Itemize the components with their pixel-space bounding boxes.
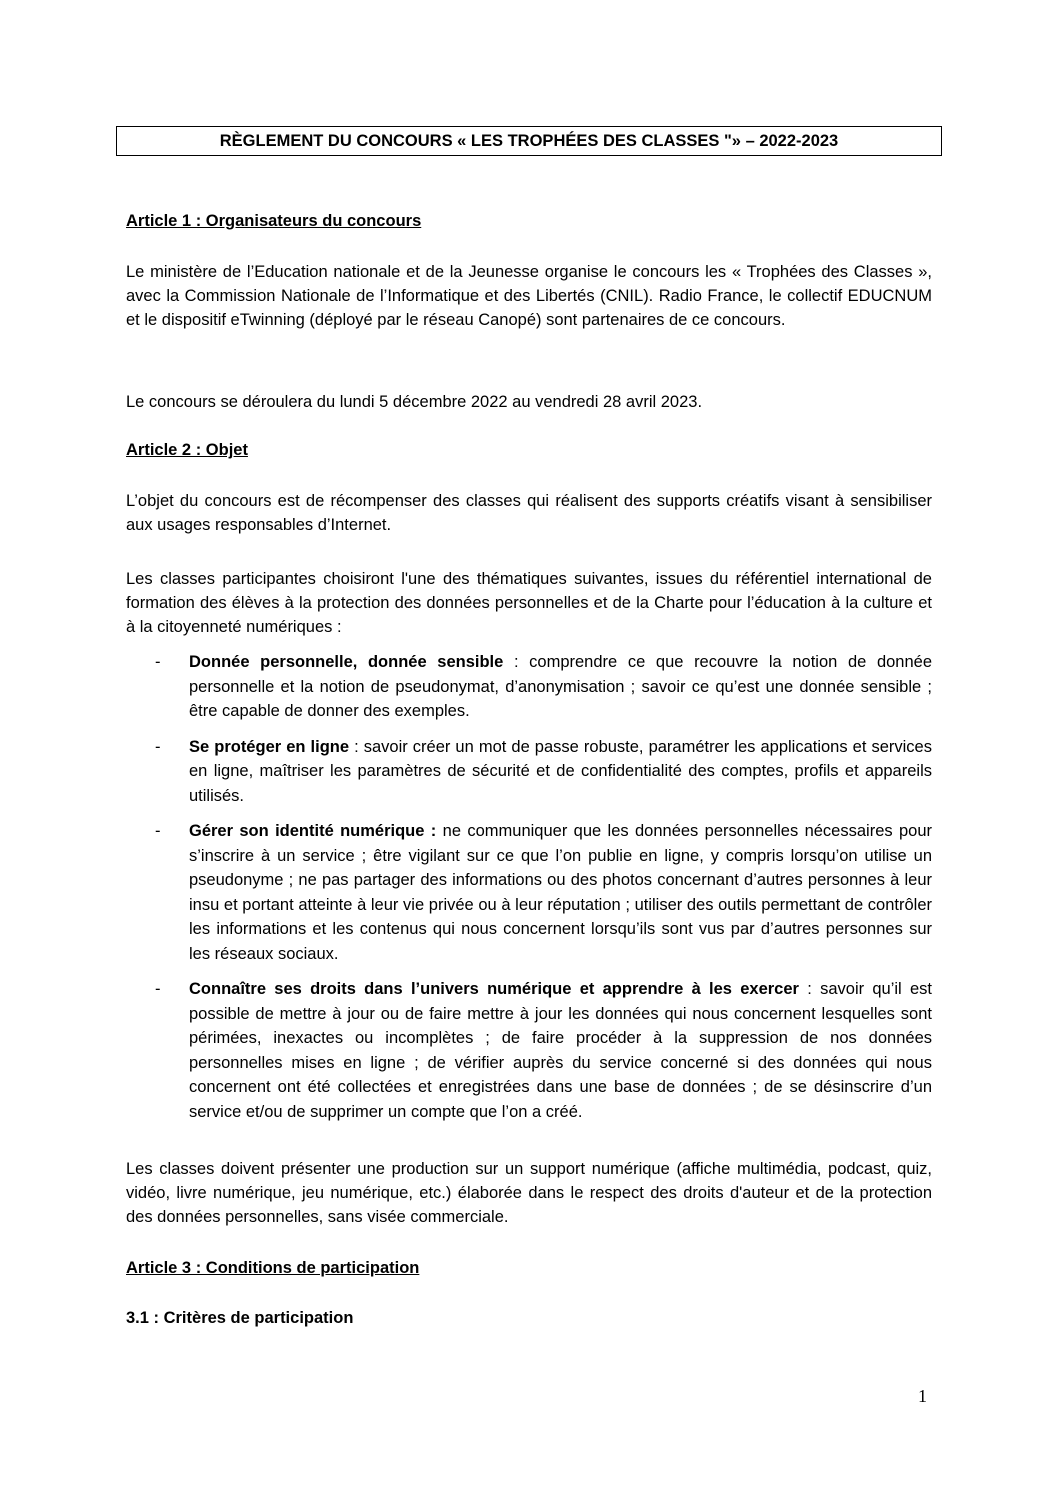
bullet-dash: -: [155, 980, 161, 998]
list-item: [126, 735, 932, 809]
bullet-term: Gérer son identité numérique :: [189, 822, 437, 840]
article-3-1-subheading: 3.1 : Critères de participation: [126, 1309, 354, 1327]
thematic-list: [126, 650, 932, 1135]
list-item: [126, 650, 932, 724]
bullet-text: ne communiquer que les données personnelles nécessaires pour s’inscrire à un service ; être vigilant sur ce que l’on publie en ligne, y compris lorsqu’on utilise un pseudonyme ; ne pas partager des informations ou des photos concernant d’autres personnes à leur insu et portant atteinte à leur vie privée ou à leur réputation ; utiliser des outils permettant de contrôler les informations et les contenus qui nous concernent lorsqu’ils sont vus par d’autres personnes sur les réseaux sociaux.: [189, 822, 932, 963]
document-title-box: [116, 126, 942, 156]
bullet-dash: -: [155, 737, 161, 756]
article-2-heading: Article 2 : Objet: [126, 441, 248, 459]
article-2-paragraph-2: Les classes participantes choisiront l'une des thématiques suivantes, issues du référentiel international de formation des élèves à la protection des données personnelles et de la Charte pour l’éducation à la culture et à la citoyenneté numériques :: [126, 570, 932, 636]
bullet-dash: -: [155, 653, 161, 671]
article-3-heading: Article 3 : Conditions de participation: [126, 1259, 420, 1277]
bullet-term: Donnée personnelle, donnée sensible: [189, 653, 504, 671]
article-1-paragraph-1: Le ministère de l’Education nationale et de la Jeunesse organise le concours les « Trophées des Classes », avec la Commission Nationale de l’Informatique et des Libertés (CNIL). Radio France, le collectif EDUCNUM et le dispositif eTwinning (déployé par le réseau Canopé) sont partenaires de ce concours.: [126, 263, 932, 329]
article-1-heading: Article 1 : Organisateurs du concours: [126, 212, 422, 230]
article-2-paragraph-1: L’objet du concours est de récompenser des classes qui réalisent des supports créatifs visant à sensibiliser aux usages responsables d’Internet.: [126, 492, 932, 534]
bullet-text: : comprendre ce que recouvre la notion de donnée personnelle et la notion de pseudonymat, d’anonymisation ; savoir ce qu’est une donnée sensible ; être capable de donner des exemples.: [189, 653, 933, 720]
article-2-paragraph-3: Les classes doivent présenter une production sur un support numérique (affiche multimédia, podcast, quiz, vidéo, livre numérique, jeu numérique, etc.) élaborée dans le respect des droits d'auteur et de la protection des données personnelles, sans visée commerciale.: [126, 1160, 932, 1226]
list-item: [126, 819, 932, 966]
bullet-term: Se protéger en ligne: [189, 737, 350, 756]
article-1-paragraph-2: Le concours se déroulera du lundi 5 décembre 2022 au vendredi 28 avril 2023.: [126, 393, 703, 411]
list-item: [126, 977, 932, 1124]
bullet-term: Connaître ses droits dans l’univers numérique et apprendre à les exercer: [189, 980, 799, 998]
document-title: RÈGLEMENT DU CONCOURS « LES TROPHÉES DES CLASSES "» – 2022-2023: [219, 131, 839, 150]
bullet-text: : savoir qu’il est possible de mettre à jour ou de faire mettre à jour les données qui nous concernent lesquelles sont périmées, inexactes ou incomplètes ; de faire procéder à la suppression de nos données personnelles mises en ligne ; de vérifier auprès du service concerné si des données qui nous concernent ont été collectées et enregistrées dans une base de données ; de se désinscrire d’un service et/ou de supprimer un compte que l’on a créé.: [189, 980, 932, 1121]
bullet-dash: -: [155, 822, 161, 840]
bullet-text: : savoir créer un mot de passe robuste, paramétrer les applications et services en ligne, maîtriser les paramètres de sécurité et de confidentialité des comptes, profils et appareils utilisés.: [189, 737, 932, 805]
page-number: 1: [918, 1386, 927, 1406]
